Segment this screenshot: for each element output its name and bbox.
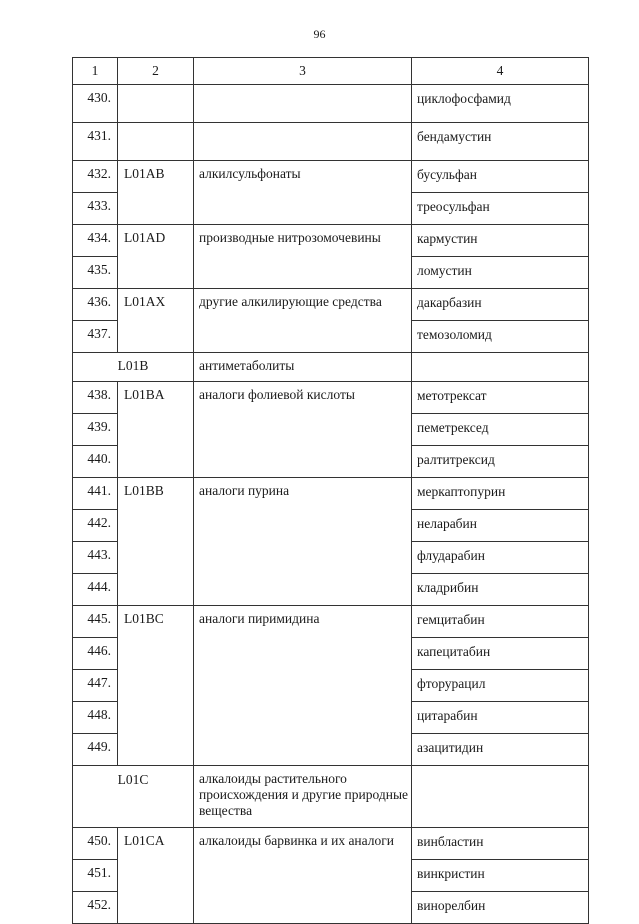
row-number: 451. <box>73 860 118 892</box>
row-number: 443. <box>73 542 118 574</box>
group-description: алкалоиды барвинка и их аналоги <box>194 828 412 924</box>
drug-name: бусульфан <box>412 161 589 193</box>
drug-name: капецитабин <box>412 638 589 670</box>
row-number: 433. <box>73 193 118 225</box>
section-row <box>73 353 589 382</box>
table-row <box>73 85 589 123</box>
row-number: 442. <box>73 510 118 542</box>
section-row <box>73 766 589 828</box>
table-row <box>73 478 589 510</box>
group-description: аналоги пиримидина <box>194 606 412 766</box>
row-number: 445. <box>73 606 118 638</box>
row-number: 432. <box>73 161 118 193</box>
atc-code: L01AX <box>118 289 194 353</box>
drug-name: ломустин <box>412 257 589 289</box>
table-row <box>73 828 589 860</box>
table-row <box>73 606 589 638</box>
header-cell: 1 <box>73 58 118 85</box>
empty-cell <box>412 353 589 382</box>
page-number: 96 <box>313 27 326 41</box>
drug-name: цитарабин <box>412 702 589 734</box>
drug-name: кладрибин <box>412 574 589 606</box>
row-number: 438. <box>73 382 118 414</box>
table-row <box>73 382 589 414</box>
row-number: 446. <box>73 638 118 670</box>
header-row <box>73 58 589 85</box>
drug-name: дакарбазин <box>412 289 589 321</box>
table-row <box>73 161 589 193</box>
table-row <box>73 123 589 161</box>
drug-name: меркаптопурин <box>412 478 589 510</box>
drug-name: гемцитабин <box>412 606 589 638</box>
row-number: 430. <box>73 85 118 123</box>
section-code: L01B <box>73 353 194 382</box>
row-number: 452. <box>73 892 118 924</box>
drug-name: флударабин <box>412 542 589 574</box>
row-number: 449. <box>73 734 118 766</box>
row-number: 434. <box>73 225 118 257</box>
header-cell: 2 <box>118 58 194 85</box>
drug-name: неларабин <box>412 510 589 542</box>
drug-name: винбластин <box>412 828 589 860</box>
atc-code: L01AB <box>118 161 194 225</box>
group-description: другие алкилирующие средства <box>194 289 412 353</box>
atc-code: L01BC <box>118 606 194 766</box>
row-number: 444. <box>73 574 118 606</box>
drug-name: фторурацил <box>412 670 589 702</box>
group-description <box>194 123 412 161</box>
row-number: 431. <box>73 123 118 161</box>
atc-code: L01AD <box>118 225 194 289</box>
drug-name: темозоломид <box>412 321 589 353</box>
group-description: производные нитрозомочевины <box>194 225 412 289</box>
table-row <box>73 289 589 321</box>
row-number: 435. <box>73 257 118 289</box>
drug-name: пеметрексед <box>412 414 589 446</box>
row-number: 447. <box>73 670 118 702</box>
drug-name: метотрексат <box>412 382 589 414</box>
drug-name: треосульфан <box>412 193 589 225</box>
drug-name: азацитидин <box>412 734 589 766</box>
row-number: 436. <box>73 289 118 321</box>
row-number: 448. <box>73 702 118 734</box>
row-number: 439. <box>73 414 118 446</box>
header-cell: 3 <box>194 58 412 85</box>
drug-name: циклофосфамид <box>412 85 589 123</box>
group-description: алкилсульфонаты <box>194 161 412 225</box>
section-description: алкалоиды растительного происхождения и другие природные вещества <box>194 766 412 828</box>
drug-table <box>72 57 589 924</box>
row-number: 450. <box>73 828 118 860</box>
section-description: антиметаболиты <box>194 353 412 382</box>
atc-code: L01BA <box>118 382 194 478</box>
group-description: аналоги фолиевой кислоты <box>194 382 412 478</box>
row-number: 440. <box>73 446 118 478</box>
atc-code: L01BB <box>118 478 194 606</box>
drug-name: винкристин <box>412 860 589 892</box>
group-description <box>194 85 412 123</box>
empty-cell <box>412 766 589 828</box>
atc-code <box>118 123 194 161</box>
header-cell: 4 <box>412 58 589 85</box>
atc-code <box>118 85 194 123</box>
drug-name: бендамустин <box>412 123 589 161</box>
group-description: аналоги пурина <box>194 478 412 606</box>
section-code: L01C <box>73 766 194 828</box>
table-row <box>73 225 589 257</box>
atc-code: L01CA <box>118 828 194 924</box>
row-number: 437. <box>73 321 118 353</box>
drug-name: кармустин <box>412 225 589 257</box>
drug-name: ралтитрексид <box>412 446 589 478</box>
row-number: 441. <box>73 478 118 510</box>
drug-name: винорелбин <box>412 892 589 924</box>
